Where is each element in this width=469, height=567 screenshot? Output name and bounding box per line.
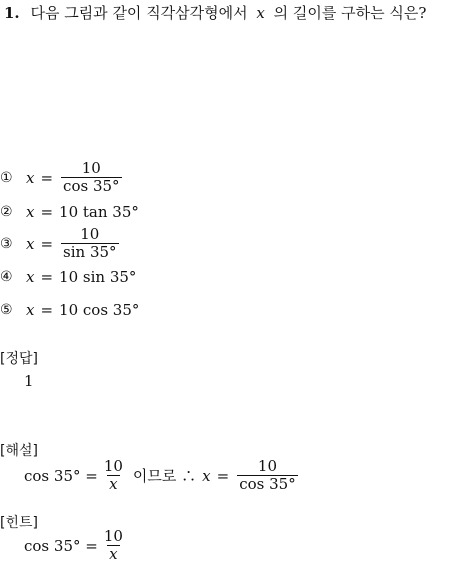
hint-numerator: 10 xyxy=(103,527,123,545)
hint-label: [힌트] xyxy=(0,515,38,531)
choice-1-numerator: 10 xyxy=(81,159,101,177)
choice-4-expression: 10 sin 35° xyxy=(59,268,137,286)
explanation-eq: = xyxy=(216,466,230,485)
explanation-numerator-2: 10 xyxy=(257,457,277,475)
choice-3-eq: = xyxy=(40,234,54,253)
hint-fraction xyxy=(102,528,125,564)
explanation-formula xyxy=(24,458,300,494)
choice-5-eq: = xyxy=(40,301,54,319)
choice-1-fraction xyxy=(61,160,121,196)
question-line xyxy=(4,2,426,23)
choice-1-mark: ① xyxy=(0,169,13,186)
choice-3-denominator: sin 35° xyxy=(63,243,117,262)
explanation-var: x xyxy=(202,466,211,485)
choice-5-mark: ⑤ xyxy=(0,302,13,318)
question-number: 1. xyxy=(4,4,20,22)
choice-1-lhs: x xyxy=(26,168,35,187)
choice-5-expression: 10 cos 35° xyxy=(59,301,140,319)
choice-5[interactable] xyxy=(0,301,139,319)
hint-denominator: x xyxy=(109,545,118,564)
explanation-middle: 이므로 ∴ xyxy=(132,467,197,486)
explanation-fraction-1 xyxy=(102,458,125,494)
choice-5-lhs: x xyxy=(26,301,35,319)
question-text-prefix: 다음 그림과 같이 직각삼각형에서 xyxy=(30,4,248,22)
choice-4-mark: ④ xyxy=(0,269,13,285)
choice-1-eq: = xyxy=(40,168,54,187)
choice-3-lhs: x xyxy=(26,234,35,253)
choice-2-mark: ② xyxy=(0,204,13,220)
choice-3-numerator: 10 xyxy=(80,225,100,243)
explanation-fraction-2 xyxy=(237,458,297,494)
hint-lhs: cos 35° = xyxy=(24,536,98,555)
explanation-denominator-1: x xyxy=(109,475,118,494)
choice-3[interactable] xyxy=(0,226,121,262)
explanation-denominator-2: cos 35° xyxy=(239,475,296,494)
choice-2-lhs: x xyxy=(26,203,35,221)
answer-label: [정답] xyxy=(0,351,38,367)
explanation-lhs: cos 35° = xyxy=(24,466,98,485)
explanation-label: [해설] xyxy=(0,443,38,459)
choice-1[interactable] xyxy=(0,160,124,196)
choice-2-expression: 10 tan 35° xyxy=(59,203,139,221)
choice-4-lhs: x xyxy=(26,268,35,286)
choice-3-fraction xyxy=(61,226,119,262)
question-variable: x xyxy=(256,4,265,22)
answer-value: 1 xyxy=(24,372,34,390)
choice-1-denominator: cos 35° xyxy=(63,177,120,196)
choice-2[interactable] xyxy=(0,203,139,221)
hint-formula xyxy=(24,528,127,564)
choice-2-eq: = xyxy=(40,203,54,221)
explanation-numerator-1: 10 xyxy=(103,457,123,475)
choice-3-mark: ③ xyxy=(0,235,13,252)
choice-4-eq: = xyxy=(40,268,54,286)
choice-4[interactable] xyxy=(0,268,136,286)
question-text-suffix: 의 길이를 구하는 식은? xyxy=(273,4,427,22)
